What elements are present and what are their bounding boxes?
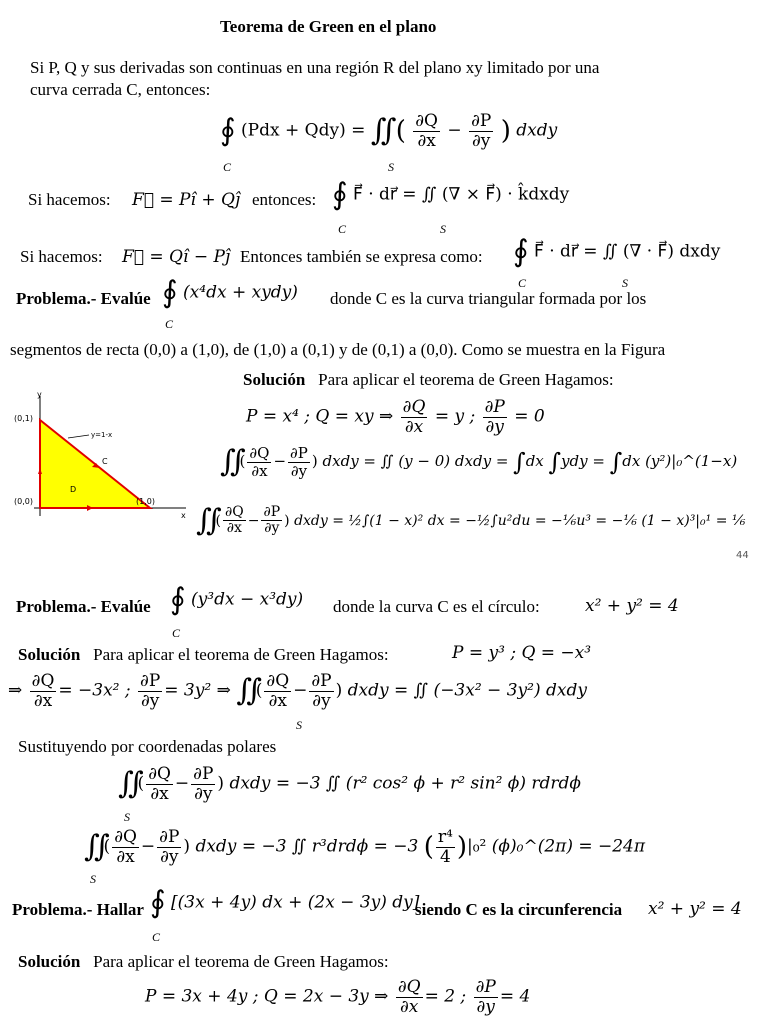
problem2-eq1: ⇒ $\frac{\partial Q}{\partial x}$ = −3x² ; $\frac{\partial P}{\partial y}$ = 3y² ⇒ ∬( $\frac{\partial Q}{\partial x}$ − $\frac{\partial P}{\partial y}$ ) dxdy = ∬ (−3x² − 3y²) dxdy — [8, 671, 587, 711]
problem1-label: Problema.- Evalúe — [16, 289, 151, 308]
problem1-eq2: ∬( $\frac{\partial Q}{\partial x}$ − $\frac{\partial P}{\partial y}$ ) dxdy = ∬ (y − 0) dxdy = ∫dx ∫ydy = ∫dx (y²)|₀^(1−x) — [220, 444, 738, 480]
green-main-equation: ∮ (Pdx + Qdy) = ∬ ( $\frac{\partial Q}{\partial x}$ − $\frac{\partial P}{\partial y}$ ) dxdy — [220, 111, 558, 151]
problem1-line2: segmentos de recta (0,0) a (1,0), de (1,0) a (0,1) y de (0,1) a (0,0). Como se muestra en la Figura — [10, 340, 666, 359]
triangle-figure — [10, 388, 192, 520]
contour-integral-symbol: ∮ — [220, 113, 236, 149]
hacemos1-rhs: ∮ F⃗ · dr⃗ = ∬ (∇ × F⃗) · k̂dxdy — [332, 177, 570, 212]
frac-dp-dy: $\frac{\partial P}{\partial y}$ — [471, 111, 492, 151]
hacemos1-eq: F⃗ = Pî + Qĵ — [132, 190, 241, 210]
point-label-00: (0,0) — [14, 497, 33, 506]
main-eq-lhs: (Pdx + Qdy) = — [241, 120, 366, 141]
x-axis-label: x — [181, 511, 186, 520]
problem2-eq2: ∬( $\frac{\partial Q}{\partial x}$ − $\frac{\partial P}{\partial y}$ ) dxdy = −3 ∬ (r² cos² ϕ + r² sin² ϕ) rdrdϕ — [118, 764, 582, 804]
point-label-10: (1,0) — [136, 497, 155, 506]
curve-label: C — [102, 457, 108, 466]
hacemos2-eq: F⃗ = Qî − Pĵ — [122, 247, 231, 267]
double-integral-symbol: ∬ — [370, 113, 391, 149]
problem2-circle: x² + y² = 4 — [585, 596, 679, 616]
problem3-label: Problema.- Hallar — [12, 900, 144, 919]
hacemos1-prefix: Si hacemos: — [28, 190, 111, 209]
problem2-label: Problema.- Evalúe — [16, 597, 151, 616]
intro-line-1: Si P, Q y sus derivadas son continuas en una región R del plano xy limitado por una — [30, 58, 600, 77]
region-label: D — [70, 485, 77, 494]
problem2-polar-text: Sustituyendo por coordenadas polares — [18, 737, 277, 756]
problem3-eq: P = 3x + 4y ; Q = 2x − 3y ⇒ $\frac{\partial Q}{\partial x}$ = 2 ; $\frac{\partial P}{\partial y}$ = 4 — [145, 977, 531, 1017]
problem3-solution: Solución Para aplicar el teorema de Green Hagamos: — [18, 952, 389, 971]
problem2-desc: donde la curva C es el círculo: — [333, 597, 540, 616]
problem3-desc: siendo C es la circunferencia — [415, 900, 623, 919]
intro-line-2: curva cerrada C, entonces: — [30, 80, 211, 99]
problem1-solution: Solución Para aplicar el teorema de Green Hagamos: — [243, 370, 614, 389]
main-eq-tail: dxdy — [516, 120, 558, 141]
problem1-desc: donde C es la curva triangular formada por los — [330, 289, 647, 308]
problem1-integral: ∮ (x⁴dx + xydy) — [162, 275, 298, 310]
hacemos2-mid: Entonces también se expresa como: — [240, 247, 483, 266]
frac-dq-dx: $\frac{\partial Q}{\partial x}$ — [415, 111, 438, 151]
page-number: 44 — [736, 550, 749, 561]
problem3-circle: x² + y² = 4 — [648, 899, 742, 919]
hacemos2-rhs: ∮ F⃗ · dr⃗ = ∬ (∇ · F⃗) dxdy — [513, 234, 721, 269]
problem2-solution: Solución Para aplicar el teorema de Green Hagamos: — [18, 645, 389, 664]
hacemos1-mid: entonces: — [252, 190, 317, 209]
page-title: Teorema de Green en el plano — [220, 17, 437, 36]
main-eq-sub-c: C — [223, 160, 232, 174]
problem1-eq3: ∬( $\frac{\partial Q}{\partial x}$ − $\frac{\partial P}{\partial y}$ ) dxdy = ½∫(1 − x)² dx = −½∫u²du = −⅙u³ = −⅙ (1 − x)³|₀¹ = ⅙ — [196, 502, 746, 538]
problem2-integral: ∮ (y³dx − x³dy) — [170, 582, 304, 617]
problem1-eq1: P = x⁴ ; Q = xy ⇒ $\frac{\partial Q}{\partial x}$ = y ; $\frac{\partial P}{\partial y}$ = 0 — [246, 397, 545, 437]
problem2-eq3: ∬( $\frac{\partial Q}{\partial x}$ − $\frac{\partial P}{\partial y}$ ) dxdy = −3 ∬ r³drdϕ = −3 ( $\frac{\text{r⁴}}{4}$ )|₀² (ϕ)₀^(2π) = −24π — [84, 827, 646, 867]
main-eq-sub-s: S — [388, 160, 394, 174]
line-eq-label: y=1-x — [91, 431, 113, 439]
problem3-integral: ∮ [(3x + 4y) dx + (2x − 3y) dy] — [150, 885, 420, 920]
problem2-sol-eq: P = y³ ; Q = −x³ — [452, 643, 592, 663]
hacemos2-prefix: Si hacemos: — [20, 247, 103, 266]
y-axis-label: y — [37, 390, 42, 399]
point-label-01: (0,1) — [14, 414, 33, 423]
